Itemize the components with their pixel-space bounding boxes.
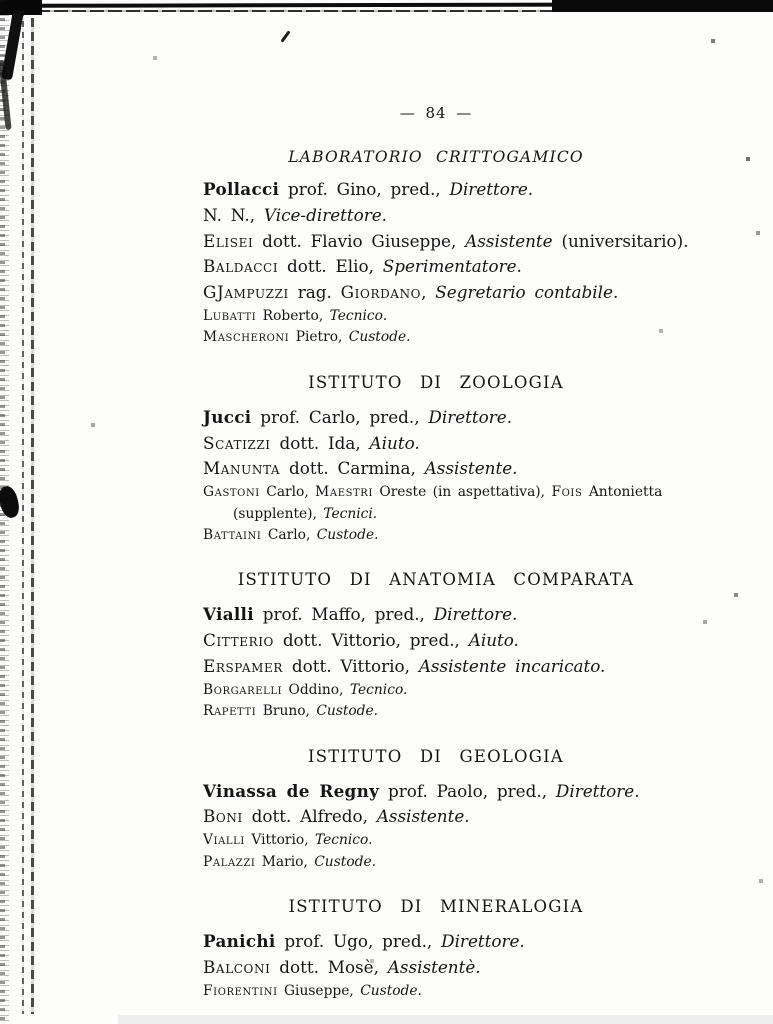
entry-segment: N. N., <box>203 204 264 225</box>
entry-segment: Gastoni <box>203 484 260 501</box>
staff-entry <box>203 229 689 255</box>
page-content <box>203 0 689 1002</box>
section-title: LABORATORIO CRITTOGAMICO <box>288 148 584 166</box>
entry-segment: Pietro, <box>289 329 349 346</box>
staff-entry <box>203 306 669 327</box>
staff-entry <box>203 929 669 955</box>
staff-entry <box>203 254 669 280</box>
entry-segment: Carlo, <box>259 484 316 501</box>
binding-crease-line <box>31 18 34 1014</box>
entry-segment: Mascheroni <box>203 329 290 346</box>
entry-segment: Direttore. <box>433 604 518 625</box>
section-istituto-di-geologia <box>203 747 669 873</box>
staff-entry <box>203 654 669 680</box>
entry-segment: Vice-direttore. <box>263 204 388 225</box>
sections-container <box>203 148 689 1002</box>
entry-segment: Maestri <box>315 484 373 501</box>
section-istituto-di-mineralogia <box>203 897 669 1002</box>
entry-segment: Vittorio, <box>244 832 315 849</box>
section-title: ISTITUTO DI ANATOMIA COMPARATA <box>237 570 635 590</box>
entry-segment: (supplente), <box>233 505 324 522</box>
staff-entry <box>203 177 669 203</box>
entry-segment: Giordano <box>340 282 422 303</box>
entry-segment: Erspamer <box>203 656 284 676</box>
entry-segment: Vialli <box>203 832 245 849</box>
section-title: ISTITUTO DI GEOLOGIA <box>308 746 564 766</box>
entry-segment: Pollacci <box>203 179 280 199</box>
entry-segment: dott. Flavio Giuseppe, <box>253 230 466 251</box>
staff-entry <box>203 779 669 805</box>
entry-segment: Scatizzi <box>203 432 271 453</box>
entry-segment: dott. Mosè, <box>270 956 388 977</box>
staff-entry <box>203 280 669 306</box>
entry-segment: Antonietta <box>582 484 663 501</box>
entry-segment: prof. Carlo, pred., <box>251 406 429 427</box>
staff-entry <box>203 327 669 348</box>
entry-segment: , <box>421 282 436 303</box>
entry-segment: Manunta <box>203 458 281 479</box>
entry-segment: dott. Ida, <box>270 432 370 453</box>
scan-ink-streak <box>0 60 12 130</box>
entry-segment: Custode. <box>360 982 422 999</box>
entry-segment: Jucci <box>203 406 252 427</box>
entry-segment: prof. Paolo, pred., <box>379 780 556 801</box>
entry-segment: Vialli <box>203 604 254 625</box>
entry-segment: Borgarelli <box>203 681 283 698</box>
entry-segment: dott. Elio, <box>278 256 383 277</box>
entry-segment: Balconi <box>203 956 271 977</box>
entry-segment: Aiuto. <box>369 432 420 453</box>
entry-segment: Fois <box>551 484 583 501</box>
section-istituto-di-anatomia-comparata <box>203 570 669 722</box>
entry-segment: Aiuto. <box>468 630 519 651</box>
scan-specks <box>0 0 2 2</box>
staff-entry <box>203 804 669 830</box>
staff-entry <box>203 602 669 628</box>
entry-segment: Oreste (in aspettativa), <box>373 484 552 501</box>
entry-segment: Tecnico. <box>349 681 408 698</box>
entry-segment: Assistente incaricato. <box>418 656 606 676</box>
staff-entry <box>203 852 669 873</box>
entry-segment: Mario, <box>255 853 315 870</box>
entry-segment: Direttore. <box>449 179 534 199</box>
entry-segment: Assistente. <box>376 806 470 827</box>
binding-edge <box>0 0 14 1024</box>
entry-segment: Assistente <box>465 230 553 251</box>
entry-segment: rag. <box>288 282 341 303</box>
entry-segment: dott. Alfredo, <box>242 806 377 827</box>
entry-segment: Lubatti <box>203 307 257 324</box>
entry-segment: prof. Ugo, pred., <box>275 931 442 952</box>
staff-entry <box>203 405 669 431</box>
ink-blot <box>0 484 22 519</box>
staff-entry <box>203 701 669 722</box>
entry-segment: Battaini <box>203 527 262 543</box>
entry-segment: dott. Vittorio, <box>283 656 419 676</box>
staff-entry <box>203 680 669 701</box>
staff-entry <box>203 981 669 1002</box>
entry-segment: Custode. <box>316 527 379 543</box>
section-laboratorio-crittogamico <box>203 148 689 349</box>
section-title: ISTITUTO DI MINERALOGIA <box>288 897 584 917</box>
entry-segment: Custode. <box>348 329 411 346</box>
entry-segment: dott. Vittorio, pred., <box>273 630 469 651</box>
binding-crease-line <box>22 10 24 1014</box>
entry-segment: Tecnici. <box>323 505 378 522</box>
entry-segment: Direttore. <box>441 931 525 952</box>
entry-segment: (universitario). <box>552 230 689 251</box>
staff-entry <box>203 955 669 981</box>
entry-segment: Custode. <box>314 853 377 870</box>
staff-entry <box>203 830 669 851</box>
entry-segment: Baldacci <box>203 256 279 277</box>
entry-segment: Custode. <box>316 703 379 720</box>
entry-segment: Direttore. <box>555 780 640 801</box>
entry-segment: prof. Maffo, pred., <box>253 604 434 625</box>
entry-segment: Fiorentini <box>203 982 278 999</box>
staff-entry <box>203 628 669 654</box>
entry-segment: Vinassa de Regny <box>203 780 380 801</box>
entry-segment: Assistentè. <box>387 956 481 977</box>
entry-segment: prof. Gino, pred., <box>279 179 450 199</box>
entry-segment: GJampuzzi <box>203 282 289 303</box>
entry-segment: Palazzi <box>203 853 256 870</box>
entry-segment: Sperimentatore. <box>382 256 522 277</box>
staff-entry <box>203 482 695 525</box>
staff-entry <box>203 431 669 457</box>
entry-segment: dott. Carmina, <box>280 458 425 479</box>
scan-corner-blob <box>0 0 42 15</box>
entry-segment: Citterio <box>203 630 274 651</box>
entry-segment: Panichi <box>203 931 276 952</box>
entry-segment: Direttore. <box>428 406 513 427</box>
entry-segment: Bruno, <box>256 703 317 720</box>
entry-segment: Segretario contabile. <box>435 282 619 303</box>
scan-ink-streak <box>1 10 24 81</box>
section-istituto-di-zoologia <box>203 373 669 547</box>
entry-segment: Carlo, <box>261 527 317 543</box>
staff-entry <box>203 456 669 482</box>
entry-segment: Tecnico. <box>329 307 388 324</box>
scan-bottom-edge <box>118 1015 773 1024</box>
entry-segment: Tecnico. <box>314 832 373 849</box>
entry-segment: Boni <box>203 806 243 827</box>
section-title: ISTITUTO DI ZOOLOGIA <box>308 372 564 392</box>
entry-segment: Oddino, <box>282 681 350 698</box>
entry-segment: Giuseppe, <box>277 982 361 999</box>
entry-segment: Rapetti <box>203 703 257 720</box>
staff-entry <box>203 525 669 546</box>
entry-segment: Elisei <box>203 230 254 251</box>
entry-segment: Roberto, <box>256 307 330 324</box>
page-number: — 84 — <box>399 104 473 122</box>
staff-entry <box>203 203 669 229</box>
entry-segment: Assistente. <box>424 458 518 479</box>
